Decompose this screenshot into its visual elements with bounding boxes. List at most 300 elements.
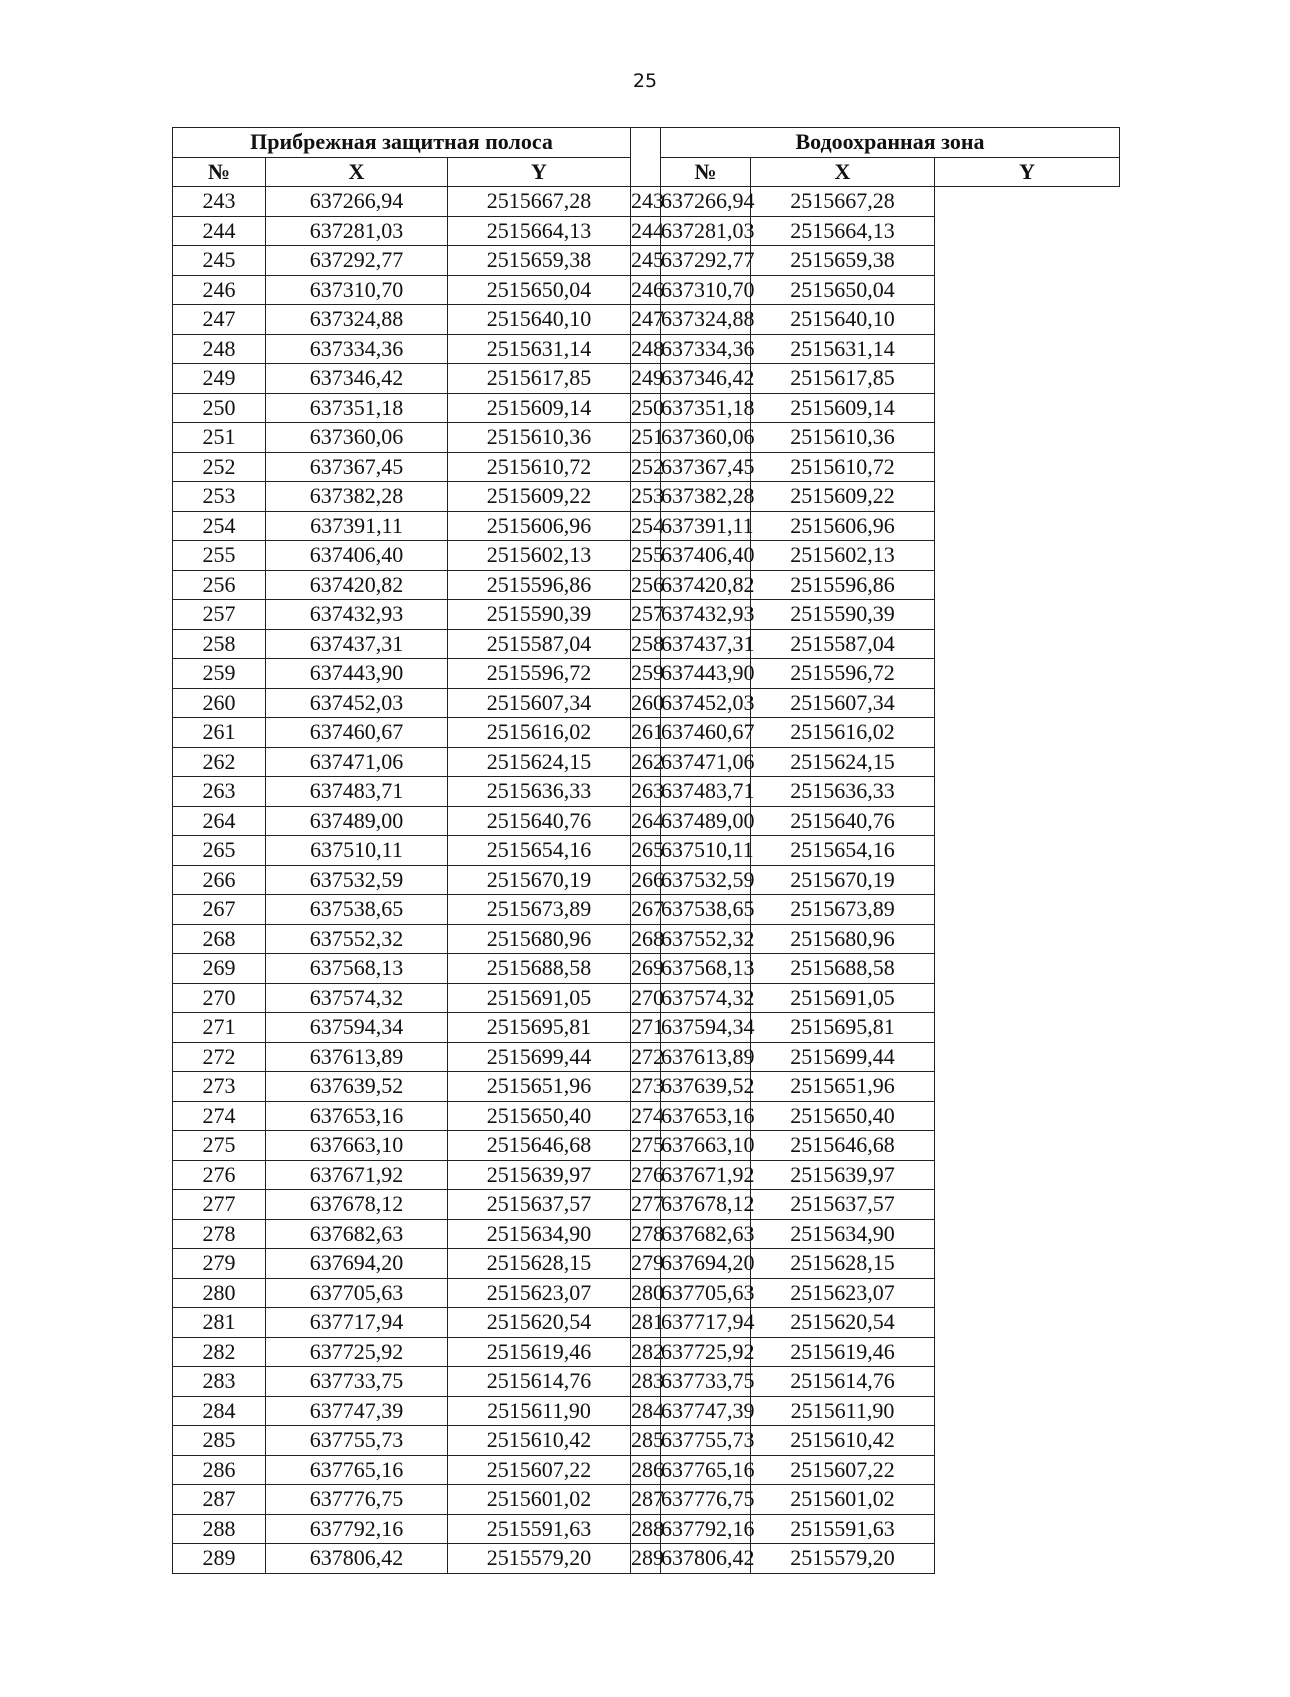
right-y-coordinate-cell: 2515664,13 — [751, 216, 935, 246]
right-point-number-cell: 260 — [631, 688, 661, 718]
right-y-coordinate-cell: 2515602,13 — [751, 541, 935, 571]
left-x-coordinate-cell: 637452,03 — [266, 688, 448, 718]
left-y-coordinate-cell: 2515664,13 — [448, 216, 631, 246]
right-x-coordinate-cell: 637483,71 — [661, 777, 751, 807]
right-y-coordinate-cell: 2515670,19 — [751, 865, 935, 895]
right-point-number-cell: 249 — [631, 364, 661, 394]
right-point-number-cell: 248 — [631, 334, 661, 364]
table-row — [173, 1455, 1120, 1485]
left-point-number-cell: 273 — [173, 1072, 266, 1102]
left-col-num-header: № — [173, 157, 266, 187]
right-y-coordinate-cell: 2515590,39 — [751, 600, 935, 630]
table-row — [173, 983, 1120, 1013]
right-y-coordinate-cell: 2515596,72 — [751, 659, 935, 689]
right-point-number-cell: 246 — [631, 275, 661, 305]
left-x-coordinate-cell: 637351,18 — [266, 393, 448, 423]
left-x-coordinate-cell: 637510,11 — [266, 836, 448, 866]
right-x-coordinate-cell: 637733,75 — [661, 1367, 751, 1397]
left-y-coordinate-cell: 2515673,89 — [448, 895, 631, 925]
left-x-coordinate-cell: 637747,39 — [266, 1396, 448, 1426]
left-x-coordinate-cell: 637755,73 — [266, 1426, 448, 1456]
left-point-number-cell: 255 — [173, 541, 266, 571]
right-y-coordinate-cell: 2515614,76 — [751, 1367, 935, 1397]
right-x-coordinate-cell: 637452,03 — [661, 688, 751, 718]
right-y-coordinate-cell: 2515631,14 — [751, 334, 935, 364]
left-point-number-cell: 276 — [173, 1160, 266, 1190]
right-x-coordinate-cell: 637725,92 — [661, 1337, 751, 1367]
table-row — [173, 216, 1120, 246]
right-x-coordinate-cell: 637594,34 — [661, 1013, 751, 1043]
table-row — [173, 1160, 1120, 1190]
left-point-number-cell: 288 — [173, 1514, 266, 1544]
left-y-coordinate-cell: 2515590,39 — [448, 600, 631, 630]
right-point-number-cell: 287 — [631, 1485, 661, 1515]
right-col-x-header: X — [751, 157, 935, 187]
left-point-number-cell: 287 — [173, 1485, 266, 1515]
right-y-coordinate-cell: 2515680,96 — [751, 924, 935, 954]
right-x-coordinate-cell: 637694,20 — [661, 1249, 751, 1279]
right-y-coordinate-cell: 2515620,54 — [751, 1308, 935, 1338]
left-y-coordinate-cell: 2515602,13 — [448, 541, 631, 571]
table-row — [173, 1485, 1120, 1515]
left-x-coordinate-cell: 637653,16 — [266, 1101, 448, 1131]
right-point-number-cell: 284 — [631, 1396, 661, 1426]
table-row — [173, 246, 1120, 276]
left-point-number-cell: 250 — [173, 393, 266, 423]
left-y-coordinate-cell: 2515654,16 — [448, 836, 631, 866]
right-x-coordinate-cell: 637705,63 — [661, 1278, 751, 1308]
left-point-number-cell: 267 — [173, 895, 266, 925]
table-row — [173, 393, 1120, 423]
table-row — [173, 1544, 1120, 1574]
right-col-num-header: № — [661, 157, 751, 187]
left-y-coordinate-cell: 2515607,22 — [448, 1455, 631, 1485]
table-row — [173, 1013, 1120, 1043]
left-y-coordinate-cell: 2515601,02 — [448, 1485, 631, 1515]
right-y-coordinate-cell: 2515606,96 — [751, 511, 935, 541]
left-y-coordinate-cell: 2515634,90 — [448, 1219, 631, 1249]
left-point-number-cell: 257 — [173, 600, 266, 630]
right-y-coordinate-cell: 2515646,68 — [751, 1131, 935, 1161]
left-point-number-cell: 251 — [173, 423, 266, 453]
right-x-coordinate-cell: 637747,39 — [661, 1396, 751, 1426]
left-point-number-cell: 274 — [173, 1101, 266, 1131]
left-point-number-cell: 256 — [173, 570, 266, 600]
right-x-coordinate-cell: 637351,18 — [661, 393, 751, 423]
table-row — [173, 1514, 1120, 1544]
right-point-number-cell: 285 — [631, 1426, 661, 1456]
left-x-coordinate-cell: 637292,77 — [266, 246, 448, 276]
table-row — [173, 423, 1120, 453]
left-point-number-cell: 284 — [173, 1396, 266, 1426]
left-x-coordinate-cell: 637613,89 — [266, 1042, 448, 1072]
left-y-coordinate-cell: 2515609,22 — [448, 482, 631, 512]
section-title-row — [173, 128, 1120, 158]
right-y-coordinate-cell: 2515610,42 — [751, 1426, 935, 1456]
left-y-coordinate-cell: 2515640,10 — [448, 305, 631, 335]
left-point-number-cell: 252 — [173, 452, 266, 482]
table-row — [173, 1308, 1120, 1338]
right-y-coordinate-cell: 2515691,05 — [751, 983, 935, 1013]
right-point-number-cell: 262 — [631, 747, 661, 777]
right-x-coordinate-cell: 637281,03 — [661, 216, 751, 246]
right-point-number-cell: 271 — [631, 1013, 661, 1043]
left-x-coordinate-cell: 637471,06 — [266, 747, 448, 777]
left-point-number-cell: 277 — [173, 1190, 266, 1220]
table-row — [173, 629, 1120, 659]
left-point-number-cell: 248 — [173, 334, 266, 364]
right-y-coordinate-cell: 2515651,96 — [751, 1072, 935, 1102]
left-x-coordinate-cell: 637678,12 — [266, 1190, 448, 1220]
table-row — [173, 600, 1120, 630]
right-y-coordinate-cell: 2515628,15 — [751, 1249, 935, 1279]
left-y-coordinate-cell: 2515617,85 — [448, 364, 631, 394]
table-row — [173, 541, 1120, 571]
right-x-coordinate-cell: 637682,63 — [661, 1219, 751, 1249]
left-x-coordinate-cell: 637538,65 — [266, 895, 448, 925]
left-y-coordinate-cell: 2515623,07 — [448, 1278, 631, 1308]
left-y-coordinate-cell: 2515610,72 — [448, 452, 631, 482]
left-y-coordinate-cell: 2515667,28 — [448, 187, 631, 217]
left-point-number-cell: 263 — [173, 777, 266, 807]
left-x-coordinate-cell: 637725,92 — [266, 1337, 448, 1367]
right-x-coordinate-cell: 637324,88 — [661, 305, 751, 335]
right-point-number-cell: 258 — [631, 629, 661, 659]
right-point-number-cell: 267 — [631, 895, 661, 925]
table-row — [173, 865, 1120, 895]
left-point-number-cell: 245 — [173, 246, 266, 276]
left-x-coordinate-cell: 637806,42 — [266, 1544, 448, 1574]
right-y-coordinate-cell: 2515650,04 — [751, 275, 935, 305]
left-y-coordinate-cell: 2515680,96 — [448, 924, 631, 954]
left-point-number-cell: 269 — [173, 954, 266, 984]
left-col-y-header: Y — [448, 157, 631, 187]
left-y-coordinate-cell: 2515650,04 — [448, 275, 631, 305]
left-point-number-cell: 260 — [173, 688, 266, 718]
table-row — [173, 1190, 1120, 1220]
left-y-coordinate-cell: 2515670,19 — [448, 865, 631, 895]
left-y-coordinate-cell: 2515596,72 — [448, 659, 631, 689]
right-point-number-cell: 257 — [631, 600, 661, 630]
left-y-coordinate-cell: 2515695,81 — [448, 1013, 631, 1043]
right-point-number-cell: 251 — [631, 423, 661, 453]
right-point-number-cell: 252 — [631, 452, 661, 482]
right-y-coordinate-cell: 2515639,97 — [751, 1160, 935, 1190]
table-row — [173, 275, 1120, 305]
left-col-x-header: X — [266, 157, 448, 187]
right-y-coordinate-cell: 2515587,04 — [751, 629, 935, 659]
right-x-coordinate-cell: 637510,11 — [661, 836, 751, 866]
left-x-coordinate-cell: 637639,52 — [266, 1072, 448, 1102]
coordinates-table — [172, 127, 1120, 1574]
left-x-coordinate-cell: 637671,92 — [266, 1160, 448, 1190]
right-y-coordinate-cell: 2515596,86 — [751, 570, 935, 600]
left-x-coordinate-cell: 637717,94 — [266, 1308, 448, 1338]
left-point-number-cell: 286 — [173, 1455, 266, 1485]
right-y-coordinate-cell: 2515579,20 — [751, 1544, 935, 1574]
left-point-number-cell: 271 — [173, 1013, 266, 1043]
left-y-coordinate-cell: 2515650,40 — [448, 1101, 631, 1131]
left-y-coordinate-cell: 2515628,15 — [448, 1249, 631, 1279]
left-y-coordinate-cell: 2515606,96 — [448, 511, 631, 541]
left-x-coordinate-cell: 637382,28 — [266, 482, 448, 512]
left-x-coordinate-cell: 637460,67 — [266, 718, 448, 748]
left-point-number-cell: 259 — [173, 659, 266, 689]
right-point-number-cell: 283 — [631, 1367, 661, 1397]
left-section-title: Прибрежная защитная полоса — [173, 128, 631, 158]
table-row — [173, 954, 1120, 984]
left-point-number-cell: 285 — [173, 1426, 266, 1456]
table-row — [173, 659, 1120, 689]
right-y-coordinate-cell: 2515609,14 — [751, 393, 935, 423]
right-section-title: Водоохранная зона — [661, 128, 1120, 158]
right-x-coordinate-cell: 637420,82 — [661, 570, 751, 600]
left-y-coordinate-cell: 2515624,15 — [448, 747, 631, 777]
left-y-coordinate-cell: 2515631,14 — [448, 334, 631, 364]
right-x-coordinate-cell: 637292,77 — [661, 246, 751, 276]
left-point-number-cell: 246 — [173, 275, 266, 305]
left-point-number-cell: 254 — [173, 511, 266, 541]
left-x-coordinate-cell: 637765,16 — [266, 1455, 448, 1485]
right-y-coordinate-cell: 2515667,28 — [751, 187, 935, 217]
left-point-number-cell: 283 — [173, 1367, 266, 1397]
right-y-coordinate-cell: 2515607,34 — [751, 688, 935, 718]
right-x-coordinate-cell: 637653,16 — [661, 1101, 751, 1131]
table-row — [173, 334, 1120, 364]
left-x-coordinate-cell: 637281,03 — [266, 216, 448, 246]
left-y-coordinate-cell: 2515691,05 — [448, 983, 631, 1013]
right-x-coordinate-cell: 637755,73 — [661, 1426, 751, 1456]
left-x-coordinate-cell: 637483,71 — [266, 777, 448, 807]
left-point-number-cell: 282 — [173, 1337, 266, 1367]
left-x-coordinate-cell: 637489,00 — [266, 806, 448, 836]
right-x-coordinate-cell: 637346,42 — [661, 364, 751, 394]
right-x-coordinate-cell: 637367,45 — [661, 452, 751, 482]
right-y-coordinate-cell: 2515610,36 — [751, 423, 935, 453]
right-x-coordinate-cell: 637406,40 — [661, 541, 751, 571]
right-x-coordinate-cell: 637792,16 — [661, 1514, 751, 1544]
right-y-coordinate-cell: 2515611,90 — [751, 1396, 935, 1426]
right-y-coordinate-cell: 2515640,10 — [751, 305, 935, 335]
left-point-number-cell: 258 — [173, 629, 266, 659]
table-row — [173, 1042, 1120, 1072]
right-y-coordinate-cell: 2515695,81 — [751, 1013, 935, 1043]
left-point-number-cell: 244 — [173, 216, 266, 246]
right-x-coordinate-cell: 637574,32 — [661, 983, 751, 1013]
right-x-coordinate-cell: 637471,06 — [661, 747, 751, 777]
table-row — [173, 364, 1120, 394]
right-point-number-cell: 254 — [631, 511, 661, 541]
table-row — [173, 305, 1120, 335]
right-y-coordinate-cell: 2515616,02 — [751, 718, 935, 748]
table-row — [173, 1131, 1120, 1161]
right-y-coordinate-cell: 2515650,40 — [751, 1101, 935, 1131]
left-y-coordinate-cell: 2515651,96 — [448, 1072, 631, 1102]
left-x-coordinate-cell: 637443,90 — [266, 659, 448, 689]
table-row — [173, 511, 1120, 541]
right-y-coordinate-cell: 2515654,16 — [751, 836, 935, 866]
left-x-coordinate-cell: 637574,32 — [266, 983, 448, 1013]
left-y-coordinate-cell: 2515579,20 — [448, 1544, 631, 1574]
left-x-coordinate-cell: 637310,70 — [266, 275, 448, 305]
table-row — [173, 1219, 1120, 1249]
left-y-coordinate-cell: 2515619,46 — [448, 1337, 631, 1367]
right-y-coordinate-cell: 2515619,46 — [751, 1337, 935, 1367]
right-y-coordinate-cell: 2515688,58 — [751, 954, 935, 984]
left-x-coordinate-cell: 637532,59 — [266, 865, 448, 895]
right-point-number-cell: 264 — [631, 806, 661, 836]
left-y-coordinate-cell: 2515636,33 — [448, 777, 631, 807]
page-number: 25 — [632, 70, 658, 92]
table-row — [173, 1396, 1120, 1426]
right-point-number-cell: 276 — [631, 1160, 661, 1190]
table-row — [173, 1426, 1120, 1456]
left-point-number-cell: 249 — [173, 364, 266, 394]
table-row — [173, 1337, 1120, 1367]
right-point-number-cell: 261 — [631, 718, 661, 748]
left-x-coordinate-cell: 637437,31 — [266, 629, 448, 659]
left-point-number-cell: 270 — [173, 983, 266, 1013]
table-row — [173, 1278, 1120, 1308]
table-row — [173, 718, 1120, 748]
left-x-coordinate-cell: 637432,93 — [266, 600, 448, 630]
table-row — [173, 777, 1120, 807]
right-y-coordinate-cell: 2515634,90 — [751, 1219, 935, 1249]
right-x-coordinate-cell: 637678,12 — [661, 1190, 751, 1220]
right-point-number-cell: 244 — [631, 216, 661, 246]
right-point-number-cell: 268 — [631, 924, 661, 954]
table-row — [173, 482, 1120, 512]
left-point-number-cell: 264 — [173, 806, 266, 836]
left-y-coordinate-cell: 2515587,04 — [448, 629, 631, 659]
left-y-coordinate-cell: 2515614,76 — [448, 1367, 631, 1397]
left-y-coordinate-cell: 2515620,54 — [448, 1308, 631, 1338]
left-y-coordinate-cell: 2515607,34 — [448, 688, 631, 718]
left-y-coordinate-cell: 2515611,90 — [448, 1396, 631, 1426]
right-point-number-cell: 243 — [631, 187, 661, 217]
right-x-coordinate-cell: 637266,94 — [661, 187, 751, 217]
left-point-number-cell: 243 — [173, 187, 266, 217]
right-y-coordinate-cell: 2515607,22 — [751, 1455, 935, 1485]
right-y-coordinate-cell: 2515673,89 — [751, 895, 935, 925]
left-point-number-cell: 278 — [173, 1219, 266, 1249]
left-x-coordinate-cell: 637694,20 — [266, 1249, 448, 1279]
left-point-number-cell: 272 — [173, 1042, 266, 1072]
right-point-number-cell: 275 — [631, 1131, 661, 1161]
right-x-coordinate-cell: 637765,16 — [661, 1455, 751, 1485]
right-y-coordinate-cell: 2515591,63 — [751, 1514, 935, 1544]
left-point-number-cell: 247 — [173, 305, 266, 335]
right-point-number-cell: 265 — [631, 836, 661, 866]
right-x-coordinate-cell: 637443,90 — [661, 659, 751, 689]
right-x-coordinate-cell: 637334,36 — [661, 334, 751, 364]
right-x-coordinate-cell: 637391,11 — [661, 511, 751, 541]
left-y-coordinate-cell: 2515591,63 — [448, 1514, 631, 1544]
left-y-coordinate-cell: 2515616,02 — [448, 718, 631, 748]
left-point-number-cell: 266 — [173, 865, 266, 895]
right-point-number-cell: 266 — [631, 865, 661, 895]
table-row — [173, 688, 1120, 718]
right-x-coordinate-cell: 637568,13 — [661, 954, 751, 984]
right-point-number-cell: 263 — [631, 777, 661, 807]
left-x-coordinate-cell: 637360,06 — [266, 423, 448, 453]
left-y-coordinate-cell: 2515659,38 — [448, 246, 631, 276]
right-point-number-cell: 277 — [631, 1190, 661, 1220]
left-x-coordinate-cell: 637682,63 — [266, 1219, 448, 1249]
right-y-coordinate-cell: 2515636,33 — [751, 777, 935, 807]
right-x-coordinate-cell: 637310,70 — [661, 275, 751, 305]
right-y-coordinate-cell: 2515659,38 — [751, 246, 935, 276]
left-x-coordinate-cell: 637420,82 — [266, 570, 448, 600]
left-point-number-cell: 261 — [173, 718, 266, 748]
left-point-number-cell: 253 — [173, 482, 266, 512]
right-y-coordinate-cell: 2515637,57 — [751, 1190, 935, 1220]
right-point-number-cell: 270 — [631, 983, 661, 1013]
right-point-number-cell: 282 — [631, 1337, 661, 1367]
right-x-coordinate-cell: 637639,52 — [661, 1072, 751, 1102]
right-x-coordinate-cell: 637437,31 — [661, 629, 751, 659]
right-point-number-cell: 289 — [631, 1544, 661, 1574]
left-y-coordinate-cell: 2515699,44 — [448, 1042, 631, 1072]
left-y-coordinate-cell: 2515640,76 — [448, 806, 631, 836]
table-row — [173, 747, 1120, 777]
left-x-coordinate-cell: 637594,34 — [266, 1013, 448, 1043]
right-point-number-cell: 245 — [631, 246, 661, 276]
right-point-number-cell: 278 — [631, 1219, 661, 1249]
table-row — [173, 1367, 1120, 1397]
right-point-number-cell: 259 — [631, 659, 661, 689]
right-y-coordinate-cell: 2515699,44 — [751, 1042, 935, 1072]
right-y-coordinate-cell: 2515601,02 — [751, 1485, 935, 1515]
table-row — [173, 1101, 1120, 1131]
left-x-coordinate-cell: 637663,10 — [266, 1131, 448, 1161]
left-x-coordinate-cell: 637391,11 — [266, 511, 448, 541]
right-x-coordinate-cell: 637613,89 — [661, 1042, 751, 1072]
right-point-number-cell: 253 — [631, 482, 661, 512]
right-point-number-cell: 281 — [631, 1308, 661, 1338]
table-row — [173, 1249, 1120, 1279]
left-point-number-cell: 275 — [173, 1131, 266, 1161]
right-y-coordinate-cell: 2515610,72 — [751, 452, 935, 482]
right-point-number-cell: 250 — [631, 393, 661, 423]
right-y-coordinate-cell: 2515640,76 — [751, 806, 935, 836]
right-point-number-cell: 288 — [631, 1514, 661, 1544]
table-row — [173, 895, 1120, 925]
left-y-coordinate-cell: 2515639,97 — [448, 1160, 631, 1190]
left-x-coordinate-cell: 637266,94 — [266, 187, 448, 217]
left-y-coordinate-cell: 2515646,68 — [448, 1131, 631, 1161]
right-x-coordinate-cell: 637552,32 — [661, 924, 751, 954]
right-point-number-cell: 255 — [631, 541, 661, 571]
table-row — [173, 1072, 1120, 1102]
left-y-coordinate-cell: 2515637,57 — [448, 1190, 631, 1220]
left-x-coordinate-cell: 637733,75 — [266, 1367, 448, 1397]
left-point-number-cell: 289 — [173, 1544, 266, 1574]
left-point-number-cell: 265 — [173, 836, 266, 866]
right-x-coordinate-cell: 637532,59 — [661, 865, 751, 895]
right-x-coordinate-cell: 637382,28 — [661, 482, 751, 512]
right-y-coordinate-cell: 2515617,85 — [751, 364, 935, 394]
right-x-coordinate-cell: 637460,67 — [661, 718, 751, 748]
right-point-number-cell: 269 — [631, 954, 661, 984]
table-row — [173, 187, 1120, 217]
right-y-coordinate-cell: 2515609,22 — [751, 482, 935, 512]
section-gap — [631, 128, 661, 187]
table-row — [173, 806, 1120, 836]
left-x-coordinate-cell: 637346,42 — [266, 364, 448, 394]
table-row — [173, 836, 1120, 866]
coordinates-body — [173, 187, 1120, 1574]
